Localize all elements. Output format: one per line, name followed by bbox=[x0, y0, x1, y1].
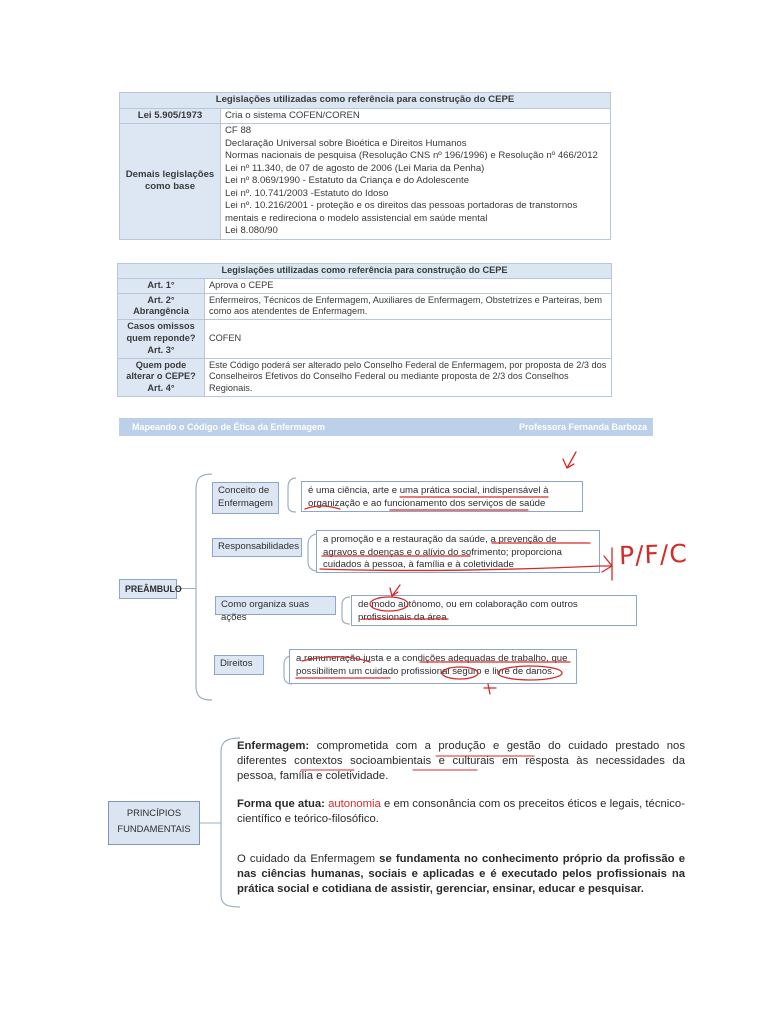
principle-term: Enfermagem: bbox=[237, 740, 310, 752]
principle-enfermagem bbox=[237, 739, 685, 784]
branch-responsabilidades: Responsabilidades bbox=[212, 538, 302, 557]
mindmap-author: Professora Fernanda Barboza bbox=[518, 422, 647, 432]
row-value: COFEN bbox=[205, 320, 612, 358]
row-key: Art. 1° bbox=[118, 278, 205, 293]
principle-text: e em consonância com os preceitos éticos e legais, técnico-científico e teórico-filosófico. bbox=[237, 798, 685, 825]
handwritten-annotation: P/F/C bbox=[618, 538, 689, 571]
row-key: Art. 2° Abrangência bbox=[118, 293, 205, 320]
branch-direitos: Direitos bbox=[214, 655, 264, 675]
row-line: CF 88 bbox=[225, 125, 252, 136]
principle-term: Forma que atua: bbox=[237, 798, 325, 810]
branch-como-organiza: Como organiza suas ações bbox=[215, 596, 336, 615]
desc-direitos: a remuneração justa e a condições adequadas de trabalho, que possibilitem um cuidado profissional seguro e livre de danos. bbox=[289, 649, 577, 684]
row-line: Declaração Universal sobre Bioética e Direitos Humanos bbox=[225, 137, 467, 149]
table-title: Legislações utilizadas como referência para construção do CEPE bbox=[120, 93, 611, 109]
desc-conceito: é uma ciência, arte e uma prática social, indispensável à organização e ao funcionamento dos serviços de saúde bbox=[301, 481, 583, 512]
row-value: Enfermeiros, Técnicos de Enfermagem, Auxiliares de Enfermagem, Obstetrizes e Parteiras, bem como aos atendentes de Enfermagem. bbox=[205, 293, 612, 320]
row-line: Lei nº 11.340, de 07 de agosto de 2006 (Lei Maria da Penha) bbox=[225, 162, 485, 174]
row-line: Cria o sistema COFEN/COREN bbox=[225, 109, 360, 121]
principle-text: O cuidado da Enfermagem bbox=[237, 853, 380, 865]
principios-node: PRINCÍPIOS FUNDAMENTAIS bbox=[108, 801, 200, 845]
row-line: Lei 8.080/90 bbox=[225, 225, 278, 236]
principle-bold-text: se fundamenta no conhecimento próprio da profissão e nas ciências humanas, sociais e aplicadas e é executado pelos profissionais na prática social e cotidiana de assistir, gerenciar, ensinar, educar e pesquisar. bbox=[237, 853, 685, 895]
table-title: Legislações utilizadas como referência para construção do CEPE bbox=[118, 264, 612, 279]
principle-highlight: autonomia bbox=[324, 798, 381, 810]
principle-text: comprometida com a produção e gestão do cuidado prestado nos diferentes contextos socioambientais e culturais em resposta às necessidades da pessoa, família e coletividade. bbox=[237, 740, 685, 782]
row-value: Este Código poderá ser alterado pelo Conselho Federal de Enfermagem, por proposta de 2/3 dos Conselheiros Efetivos do Conselho Federal ou mediante proposta de 2/3 dos Conselhos Regionais. bbox=[205, 358, 612, 396]
row-key: Demais legislações como base bbox=[120, 124, 221, 240]
mindmap-title: Mapeando o Código de Ética da Enfermagem bbox=[132, 422, 326, 432]
row-line: Lei nº 8.069/1990 - Estatuto da Criança e do Adolescente bbox=[225, 175, 470, 186]
row-key: Lei 5.905/1973 bbox=[120, 108, 221, 124]
row-value: Aprova o CEPE bbox=[205, 278, 612, 293]
desc-como-organiza: de modo autônomo, ou em colaboração com outros profissionais da área bbox=[351, 595, 637, 626]
row-key: Quem pode alterar o CEPE? Art. 4° bbox=[118, 358, 205, 396]
branch-conceito: Conceito de Enfermagem bbox=[212, 482, 279, 514]
preambulo-node: PREÂMBULO bbox=[119, 579, 177, 599]
row-key: Casos omissos quem reponde? Art. 3° bbox=[118, 320, 205, 358]
row-line: Lei nº. 10.216/2001 - proteção e os direitos das pessoas portadoras de transtornos mentais e redireciona o modelo assistencial em saúde mental bbox=[225, 200, 578, 224]
principle-forma-atua bbox=[237, 797, 685, 827]
desc-responsabilidades: a promoção e a restauração da saúde, a prevenção de agravos e doenças e o alívio do sofrimento; proporciona cuidados à pessoa, à família e à coletividade bbox=[316, 530, 600, 573]
principle-cuidado bbox=[237, 852, 685, 897]
row-line: Lei nº. 10.741/2003 -Estatuto do Idoso bbox=[225, 187, 389, 199]
row-line: Normas nacionais de pesquisa (Resolução CNS nº 196/1996) e Resolução nº 466/2012 bbox=[225, 150, 598, 161]
